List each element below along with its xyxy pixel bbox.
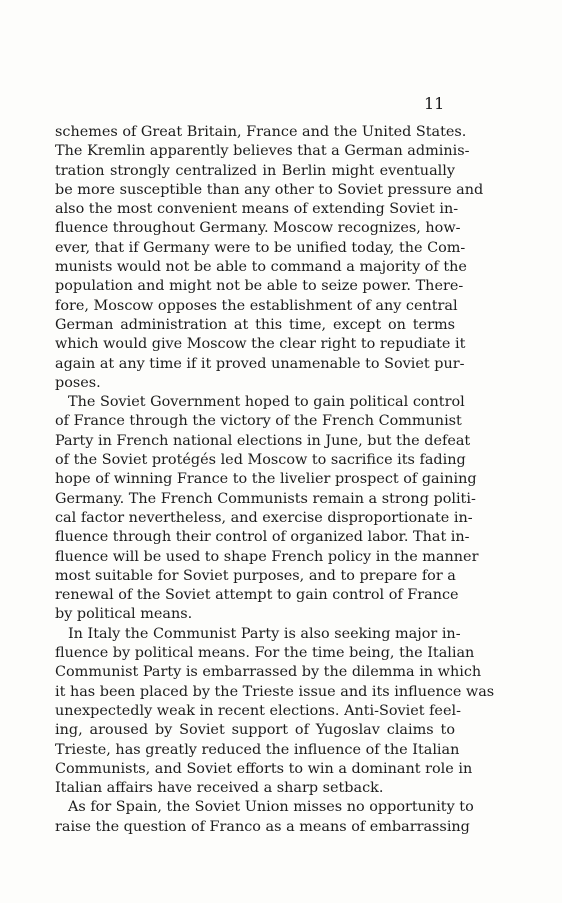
text-line: As for Spain, the Soviet Union misses no opportunity to [68, 799, 474, 816]
text-line: German administration at this time, except on terms [55, 316, 455, 333]
text-line: of France through the victory of the French Communist [55, 413, 462, 430]
page-number: 11 [424, 94, 445, 113]
paragraph [55, 123, 484, 393]
text-line: The Kremlin apparently believes that a German adminis- [55, 143, 470, 160]
text-line: munists would not be able to command a majority of the [55, 259, 467, 276]
text-line: also the most convenient means of extending Soviet in- [55, 201, 459, 218]
text-line: fluence through their control of organized labor. That in- [55, 529, 470, 546]
text-line: be more susceptible than any other to Soviet pressure and [55, 181, 484, 198]
text-line: cal factor nevertheless, and exercise disproportionate in- [55, 509, 473, 526]
body-text [55, 123, 495, 837]
text-line: hope of winning France to the livelier prospect of gaining [55, 471, 477, 488]
text-line: schemes of Great Britain, France and the United States. [55, 124, 467, 140]
text-line: renewal of the Soviet attempt to gain control of France [55, 587, 459, 604]
text-line: of the Soviet protégés led Moscow to sacrifice its fading [55, 452, 466, 469]
text-line: ing, aroused by Soviet support of Yugoslav claims to [55, 722, 455, 739]
text-line: tration strongly centralized in Berlin might eventually [55, 162, 455, 179]
text-line: The Soviet Government hoped to gain political control [68, 394, 465, 411]
text-line: Italian affairs have received a sharp setback. [55, 780, 384, 797]
text-line: by political means. [55, 606, 193, 623]
text-line: population and might not be able to seize power. There- [55, 278, 464, 295]
paragraph [55, 625, 495, 799]
text-line: raise the question of Franco as a means of embarrassing [55, 818, 470, 835]
paragraph [55, 393, 479, 625]
text-line: fluence throughout Germany. Moscow recognizes, how- [55, 220, 461, 237]
text-line: most suitable for Soviet purposes, and to prepare for a [55, 567, 456, 584]
text-line: fluence will be used to shape French policy in the manner [55, 548, 479, 565]
text-line: again at any time if it proved unamenable to Soviet pur- [55, 355, 465, 372]
text-line: fluence by political means. For the time being, the Italian [55, 645, 475, 662]
text-line: it has been placed by the Trieste issue and its influence was [55, 683, 495, 700]
text-line: which would give Moscow the clear right to repudiate it [55, 336, 466, 353]
text-line: poses. [55, 374, 101, 391]
text-line: Germany. The French Communists remain a strong politi- [55, 490, 476, 507]
text-line: unexpectedly weak in recent elections. Anti-Soviet feel- [55, 702, 461, 719]
paragraph [55, 798, 474, 837]
text-line: Communist Party is embarrassed by the dilemma in which [55, 664, 482, 681]
text-line: In Italy the Communist Party is also seeking major in- [68, 625, 461, 642]
text-line: Communists, and Soviet efforts to win a dominant role in [55, 760, 473, 777]
text-line: Party in French national elections in June, but the defeat [55, 432, 471, 449]
text-line: Trieste, has greatly reduced the influence of the Italian [55, 741, 460, 758]
text-line: ever, that if Germany were to be unified today, the Com- [55, 239, 466, 256]
text-line: fore, Moscow opposes the establishment of any central [55, 297, 458, 314]
